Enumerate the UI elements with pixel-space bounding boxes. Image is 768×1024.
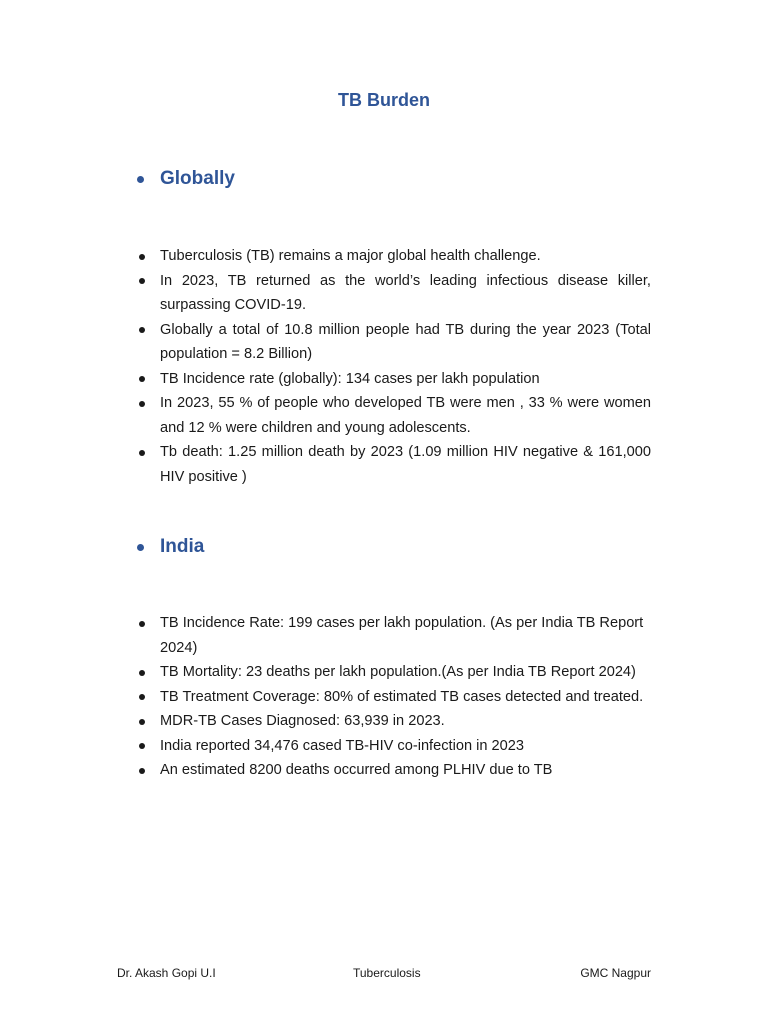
bullet-icon <box>137 176 144 183</box>
page-title: TB Burden <box>338 90 430 110</box>
section-heading-india <box>137 536 204 558</box>
bullet-icon <box>137 544 144 551</box>
list-item <box>137 244 651 269</box>
section-heading-label: India <box>160 536 205 557</box>
bullet-icon <box>139 376 145 382</box>
list-item <box>137 367 651 392</box>
list-item <box>137 758 651 783</box>
bullet-icon <box>139 278 145 284</box>
bullet-icon <box>139 768 145 774</box>
list-item-text: MDR-TB Cases Diagnosed: 63,939 in 2023. <box>160 713 445 729</box>
bullet-icon <box>139 694 145 700</box>
bullet-icon <box>139 450 145 456</box>
section-heading-label: Globally <box>160 168 235 189</box>
section-heading-globally <box>137 168 235 190</box>
list-item-text: India reported 34,476 cased TB-HIV co-infection in 2023 <box>160 737 524 754</box>
list-item-text: Tb death: 1.25 million death by 2023 (1.09 million HIV negative & 161,000 HIV positive ) <box>160 444 651 485</box>
list-item-text: TB Incidence rate (globally): 134 cases per lakh population <box>160 370 540 387</box>
bullet-icon <box>139 670 145 676</box>
list-item <box>137 440 651 489</box>
footer-author: Dr. Akash Gopi U.I <box>117 966 216 980</box>
list-item-text: In 2023, TB returned as the world’s leading infectious disease killer, surpassing COVID-19. <box>160 272 651 313</box>
footer-topic: Tuberculosis <box>353 966 421 980</box>
bullet-icon <box>139 719 145 725</box>
list-item-text: TB Mortality: 23 deaths per lakh population.(As per India TB Report 2024) <box>160 664 636 680</box>
bullet-icon <box>139 743 145 749</box>
list-item <box>137 734 651 759</box>
list-item-text: Tuberculosis (TB) remains a major global health challenge. <box>160 248 541 264</box>
footer-institution: GMC Nagpur <box>580 966 651 980</box>
list-item <box>137 685 651 710</box>
list-item-text: In 2023, 55 % of people who developed TB were men , 33 % were women and 12 % were children and young adolescents. <box>160 395 651 436</box>
list-item <box>137 318 651 367</box>
list-item-text: TB Treatment Coverage: 80% of estimated TB cases detected and treated. <box>160 688 644 705</box>
list-item-text: An estimated 8200 deaths occurred among PLHIV due to TB <box>160 762 553 778</box>
list-item <box>137 611 651 660</box>
list-item <box>137 391 651 440</box>
bullet-icon <box>139 401 145 407</box>
list-item <box>137 660 651 685</box>
list-item <box>137 709 651 734</box>
india-list <box>137 611 651 783</box>
list-item <box>137 269 651 318</box>
list-item-text: TB Incidence Rate: 199 cases per lakh population. (As per India TB Report 2024) <box>160 615 644 656</box>
bullet-icon <box>139 254 145 260</box>
globally-list <box>137 244 651 489</box>
bullet-icon <box>139 621 145 627</box>
bullet-icon <box>139 327 145 333</box>
list-item-text: Globally a total of 10.8 million people had TB during the year 2023 (Total population = 8.2 Billion) <box>160 321 651 362</box>
